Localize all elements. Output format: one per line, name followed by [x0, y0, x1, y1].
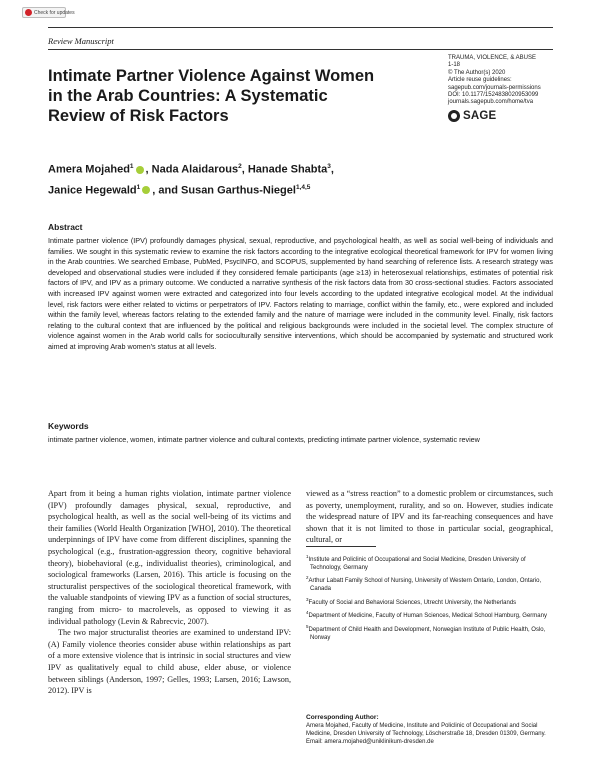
abstract-heading: Abstract: [48, 222, 83, 232]
orcid-icon[interactable]: [136, 166, 144, 174]
footnote-text: Faculty of Social and Behavioral Sciences, Utrecht University, the Netherlands: [308, 599, 517, 606]
footnote-number: 5: [306, 623, 309, 629]
footnote-number: 4: [306, 610, 309, 616]
footnote-number: 2: [306, 575, 309, 581]
sage-logo-icon: [448, 110, 460, 122]
corresponding-author: [306, 714, 552, 747]
keywords-heading: Keywords: [48, 421, 89, 431]
header-rule-lower: [48, 49, 553, 50]
corresponding-author-address: Amera Mojahed, Faculty of Medicine, Institute and Policlinic of Occupational and Social Medicine, Dresden University of Technology, Löscherstraße 18, Dresden 01309, Germany.: [306, 722, 546, 737]
author-affiliation: 1,4,5: [295, 183, 311, 191]
body-right-column: viewed as a “stress reaction” to a domestic problem or circumstances, such as poverty, unemployment, rurality, and so on. However, studies indicate the widespread nature of IPV and its far-reaching consequences and have shown that it is not limited to those in particular social, geographical, cultural, or: [306, 489, 553, 545]
check-for-updates-badge[interactable]: [22, 7, 75, 18]
journal-doi[interactable]: DOI: 10.1177/1524838020953099: [448, 92, 539, 99]
journal-permissions-link[interactable]: sagepub.com/journals-permissions: [448, 84, 541, 91]
author-affiliation: 1: [136, 183, 141, 191]
author-name: Amera Mojahed: [48, 163, 130, 176]
footnote-text: Institute and Policlinic of Occupational and Social Medicine, Dresden University of Technology, Germany: [308, 557, 526, 571]
author-separator: ,: [241, 163, 248, 176]
footnote-text: Arthur Labatt Family School of Nursing, University of Western Ontario, London, Ontario, Canada: [308, 578, 542, 593]
footnote-text: Department of Child Health and Development, Norwegian Institute of Public Health, Oslo, Norway: [308, 626, 546, 641]
footnote-number: 3: [306, 596, 309, 602]
footnote-number: 1: [306, 554, 309, 559]
author-name: Janice Hegewald: [48, 184, 137, 197]
article-title: Intimate Partner Violence Against Women in the Arab Countries: A Systematic Review of Risk Factors: [48, 67, 375, 125]
author-affiliation: 2: [238, 163, 242, 170]
author-separator: , and: [152, 184, 182, 197]
orcid-icon[interactable]: [142, 186, 150, 194]
author-name: Nada Alaidarous: [151, 163, 239, 176]
body-left-column: [48, 488, 291, 697]
journal-copyright: © The Author(s) 2020: [448, 69, 506, 76]
author-affiliation: 1: [129, 163, 134, 170]
manuscript-type: Review Manuscript: [48, 36, 114, 46]
sage-logo: [448, 110, 496, 122]
author-separator: ,: [145, 163, 152, 176]
corresponding-author-email[interactable]: Email: amera.mojahed@uniklinikum-dresden.de: [306, 738, 434, 745]
footnote-text: Department of Medicine, Faculty of Human Sciences, Medical School Hamburg, Germany: [308, 613, 547, 620]
author-name: Hanade Shabta: [247, 163, 328, 176]
footnote: [306, 596, 552, 608]
check-updates-label: Check for updates: [34, 9, 75, 16]
journal-name: TRAUMA, VIOLENCE, & ABUSE: [448, 55, 537, 61]
corresponding-author-heading: Corresponding Author:: [306, 714, 379, 721]
author-separator: ,: [330, 163, 334, 176]
author-affiliation: 3: [327, 163, 331, 170]
footnote: [306, 609, 552, 621]
header-rule: [48, 27, 553, 28]
footnote: [306, 553, 552, 573]
abstract-text: Intimate partner violence (IPV) profoundly damages physical, sexual, reproductive, and psychological health, as well as social well-being of individuals and families. We sought in this systematic review to examine the risk factors according to the integrative ecological theoretical framework for IPV for women living in the Arab countries. We searched Embase, PubMed, PsycINFO, and SCOPUS, supplemented by hand searching of reference lists. A research strategy was developed and observational studies were included if they considered female participants (age ≥13) in heterosexual relationships, estimates of potential risk factors of IPV, and IPV as a primary outcome. We conducted a narrative synthesis of the risk factors data from 30 cross-sectional studies. Factors associated with increased IPV against women were extracted and categorized into four levels according to the updated integrative ecological model. At the individual level, risk factors were either related to victims or perpetrators of IPV. Factors relating to marriage, conflict within the family, etc., were explored and included within the family level, whereas factors relating to the extended family and the nature of marriage were included in the community level. Finally, risk factors relating to the cultural context that are influenced by the political and religious backgrounds were included in the societal level. The complex structure of violence against women in the Arab world calls for socioculturally sensitive interventions, which should be accompanied by systematic and structured work aimed at improving Arab women's status at all levels.: [48, 236, 553, 351]
keywords-text: intimate partner violence, women, intimate partner violence and cultural contexts, predicting intimate partner violence, systematic review: [48, 435, 480, 444]
body-paragraph: Apart from it being a human rights violation, intimate partner violence (IPV) profoundly damages physical, sexual, reproductive, and psychological health, as well as the social well-being of its victims and their families (World Health Organization [WHO], 2010). The theoretical underpinnings of IPV have come from different disciplines, spanning the psychological (e.g., frustration-aggression theory, cognitive behavioral theory), biobehavioral (e.g., individualist theories), criminological, and sociological frameworks (Larsen, 2016). This article is focusing on the structuralist perspectives of the sociological theoretical framework, with the valuable standpoints of viewing IPV as a function of social structures, ranging from micro- to macrolevels, as opposed to viewing it as individual pathology (Levin & Rabrecvic, 2007).: [48, 489, 291, 626]
journal-reuse: Article reuse guidelines:: [448, 77, 512, 84]
footnote: [306, 623, 552, 643]
affiliation-footnotes: [306, 553, 552, 644]
check-updates-icon: [25, 9, 32, 16]
body-paragraph: The two major structuralist theories are examined to understand IPV: (A) Family violence theories consider abuse within relationships as part of a more extensive violence that is intrinsic in social structures and view IPV as qualitatively equal to child abuse, elder abuse, or violence between siblings (Anderson, 1997; Gelles, 1993; Larsen, 2016; Lawson, 2012). IPV is: [48, 628, 291, 696]
footnote: [306, 574, 552, 594]
journal-pages: 1-18: [448, 62, 461, 69]
author-list: [48, 158, 508, 199]
journal-info: [448, 55, 568, 107]
sage-logo-text: SAGE: [463, 110, 497, 122]
footnote-rule: [306, 546, 376, 547]
author-name: Susan Garthus-Niegel: [181, 184, 296, 197]
journal-homepage-link[interactable]: journals.sagepub.com/home/tva: [448, 99, 534, 106]
